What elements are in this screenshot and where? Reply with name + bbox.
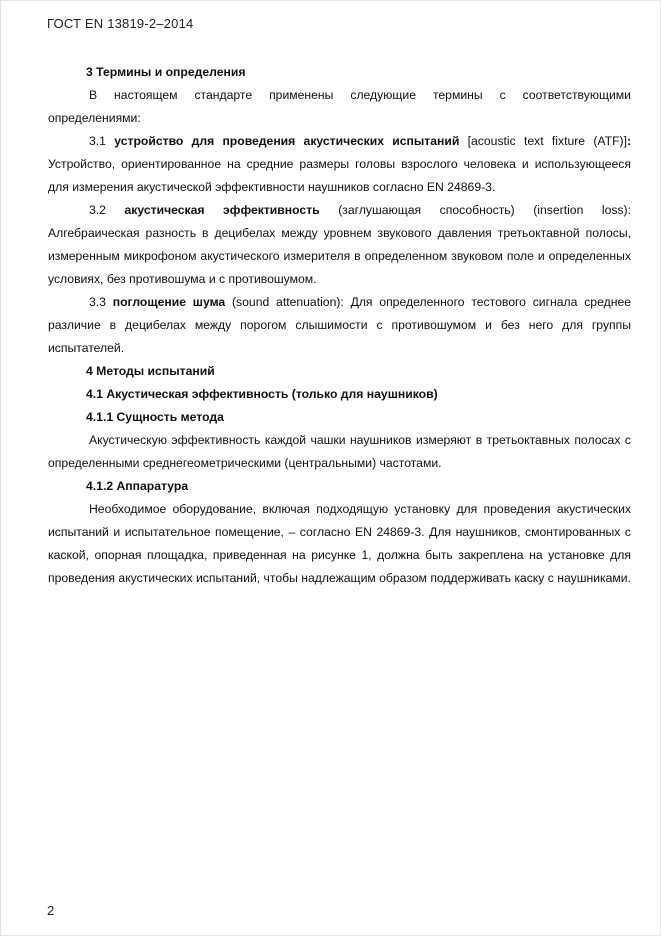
section-4-1-2-text: Необходимое оборудование, включая подходящую установку для проведения акустических испытаний и испытательное помещение, – согласно EN 24869-3. Для наушников, смонтированных с каской, опорная площадка, приведенная на рисунке 1, должна быть закреплена на установке для проведения акустических испытаний, чтобы надлежащим образом поддерживать каску с наушниками. (48, 502, 631, 585)
section-4-1-2-heading: 4.1.2 Аппаратура (86, 479, 189, 493)
document-body (48, 61, 631, 590)
section-3-heading: 3 Термины и определения (86, 65, 246, 79)
term-definition: Устройство, ориентированное на средние размеры головы взрослого человека и использующееся для измерения акустической эффективности наушников согласно EN 24869-3. (48, 157, 631, 194)
term-3-1 (48, 130, 631, 199)
term-name: устройство для проведения акустических испытаний (114, 134, 460, 148)
term-3-2 (48, 199, 631, 291)
section-4-1-1-text: Акустическую эффективность каждой чашки наушников измеряют в третьоктавных полосах с определенными среднегеометрическими (центральными) частотами. (48, 433, 631, 470)
term-3-3 (48, 291, 631, 360)
term-definition: (заглушающая способность) (insertion loss): Алгебраическая разность в децибелах между уровнем звукового давления третьоктавной полосы, измеренным микрофоном акустического измерителя в определенном звуковом поле и определенных условиях, без противошума и с противошумом. (48, 203, 631, 286)
section-3-intro: В настоящем стандарте применены следующие термины с соответствующими определениями: (48, 88, 631, 125)
term-separator: : (626, 134, 632, 148)
section-4-1-heading: 4.1 Акустическая эффективность (только для наушников) (86, 387, 438, 401)
term-english: [acoustic text fixture (ATF)] (467, 134, 627, 148)
section-4-heading: 4 Методы испытаний (86, 364, 215, 378)
term-name: поглощение шума (112, 295, 226, 309)
page-number: 2 (47, 903, 55, 918)
section-4-1-1-heading: 4.1.1 Сущность метода (86, 410, 224, 424)
term-number: 3.3 (89, 295, 106, 309)
document-header: ГОСТ EN 13819-2–2014 (47, 16, 194, 31)
term-definition: (sound attenuation): Для определенного тестового сигнала среднее различие в децибелах между порогом слышимости с противошумом и без него для группы испытателей. (48, 295, 631, 355)
term-number: 3.2 (89, 203, 106, 217)
term-name: акустическая эффективность (124, 203, 320, 217)
term-number: 3.1 (89, 134, 106, 148)
